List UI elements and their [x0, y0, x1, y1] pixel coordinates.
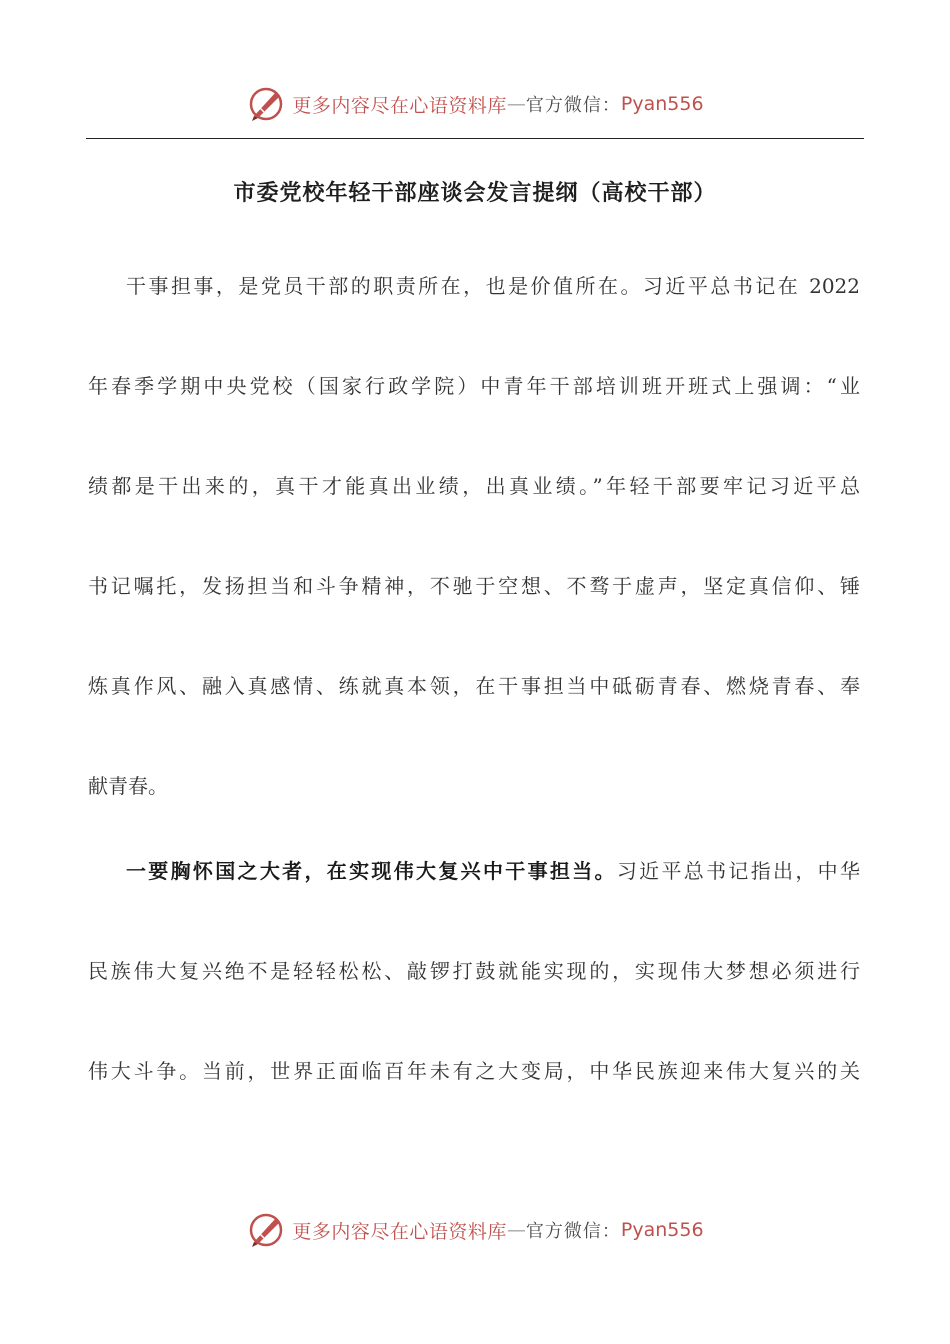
- banner-wechat-label: 官方微信：: [525, 95, 621, 116]
- paragraph-line: [88, 851, 860, 891]
- document-title: 市委党校年轻干部座谈会发言提纲（高校干部）: [233, 181, 717, 206]
- banner-wechat-id: Pyan556: [620, 1219, 704, 1241]
- pen-logo-icon: [246, 1210, 286, 1250]
- banner-main-text: 更多内容尽在心语资料库: [292, 94, 507, 117]
- paragraph-line: 炼真作风、融入真感情、练就真本领，在干事担当中砥砺青春、燃烧青春、奉: [88, 674, 860, 698]
- banner-dash: —: [506, 93, 526, 115]
- paragraph-line: 伟大斗争。当前，世界正面临百年未有之大变局，中华民族迎来伟大复兴的关: [88, 1059, 860, 1083]
- section-heading: 一要胸怀国之大者，在实现伟大复兴中干事担当。: [126, 859, 617, 883]
- paragraph-line: 干事担事，是党员干部的职责所在，也是价值所在。习近平总书记在 2022: [126, 274, 860, 298]
- paragraph-line: 献青春。: [88, 774, 168, 798]
- pen-logo-icon: [246, 84, 286, 124]
- header-banner: [0, 82, 950, 126]
- banner-dash: —: [506, 1219, 526, 1241]
- banner-wechat-id: Pyan556: [620, 93, 704, 115]
- paragraph-line: 民族伟大复兴绝不是轻轻松松、敲锣打鼓就能实现的，实现伟大梦想必须进行: [88, 959, 860, 983]
- header-rule: [86, 138, 864, 139]
- banner-wechat-label: 官方微信：: [525, 1221, 621, 1242]
- paragraph-line: 年春季学期中央党校（国家行政学院）中青年干部培训班开班式上强调：“业: [88, 374, 860, 398]
- paragraph-line: 绩都是干出来的，真干才能真出业绩，出真业绩。”年轻干部要牢记习近平总: [88, 474, 860, 498]
- paragraph-text: 习近平总书记指出，中华: [616, 859, 860, 883]
- banner-main-text: 更多内容尽在心语资料库: [292, 1220, 507, 1243]
- footer-banner: [0, 1208, 950, 1252]
- paragraph-line: 书记嘱托，发扬担当和斗争精神，不驰于空想、不骛于虚声，坚定真信仰、锤: [88, 574, 860, 598]
